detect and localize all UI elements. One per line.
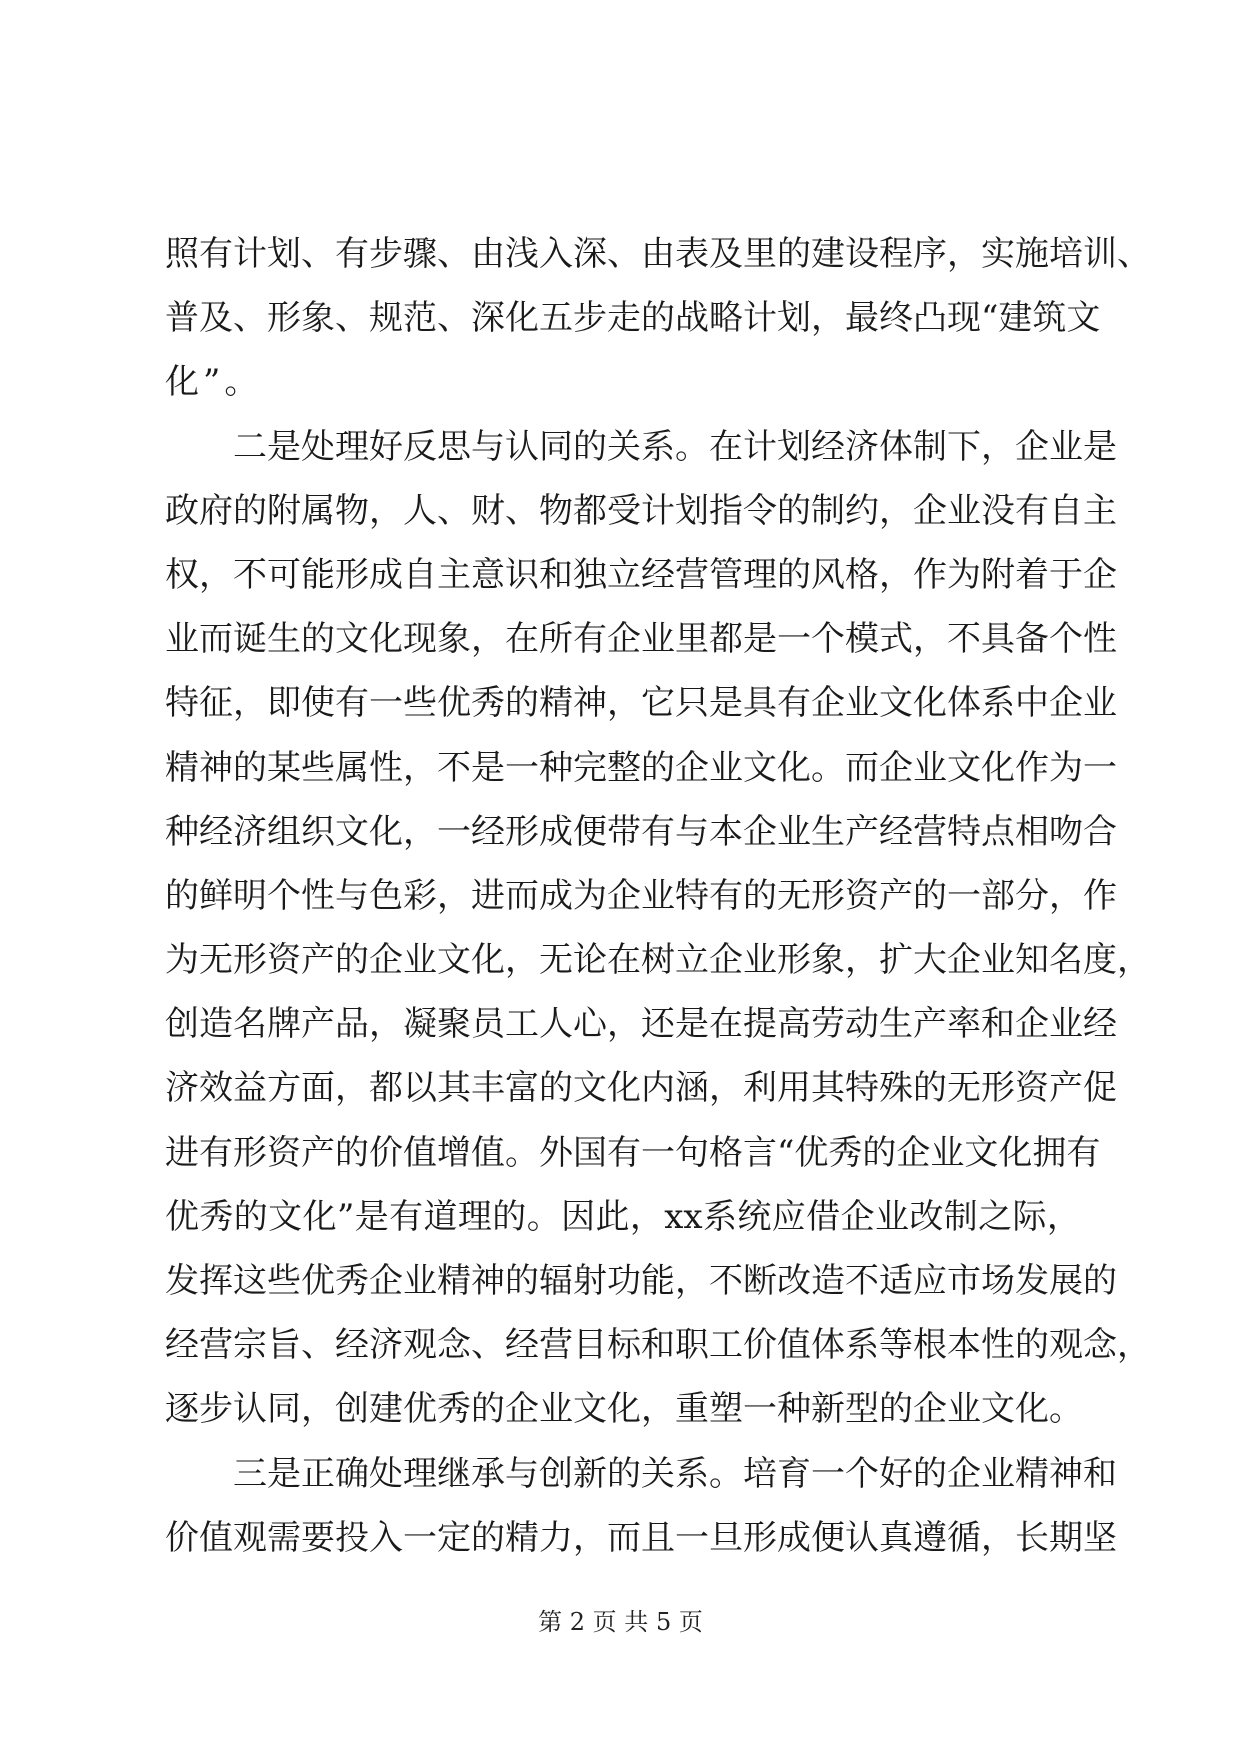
text-line: 化 ” 。 xyxy=(165,362,259,403)
text-line: 价 值 观 需 要 投 入 一 定 的 精 力 ， 而 且 一 旦 形 成 便 认 真 遵 循 ， 长 期 坚 xyxy=(165,1517,1117,1558)
text-line: 特 征 ， 即 使 有 一 些 优 秀 的 精 神 ， 它 只 是 具 有 企 业 文 化 体 系 中 企 业 xyxy=(165,683,1117,724)
text-line: 普 及 、 形 象 、 规 范 、 深 化 五 步 走 的 战 略 计 划 ， 最 终 凸 现 “ 建 筑 文 xyxy=(165,298,1101,339)
text-line: 政 府 的 附 属 物 ， 人 、 财 、 物 都 受 计 划 指 令 的 制 约 ， 企 业 没 有 自 主 xyxy=(165,490,1117,531)
text-line: 进 有 形 资 产 的 价 值 增 值 。 外 国 有 一 句 格 言 “ 优 秀 的 企 业 文 化 拥 有 xyxy=(165,1132,1101,1173)
text-line: 的 鲜 明 个 性 与 色 彩 ， 进 而 成 为 企 业 特 有 的 无 形 资 产 的 一 部 分 ， 作 xyxy=(165,875,1117,916)
text-line: 业 而 诞 生 的 文 化 现 象 ， 在 所 有 企 业 里 都 是 一 个 模 式 ， 不 具 备 个 性 xyxy=(165,619,1117,660)
text-line: 为 无 形 资 产 的 企 业 文 化 ， 无 论 在 树 立 企 业 形 象 ， 扩 大 企 业 知 名 度 ， xyxy=(165,940,1151,981)
text-line: 创 造 名 牌 产 品 ， 凝 聚 员 工 人 心 ， 还 是 在 提 高 劳 动 生 产 率 和 企 业 经 xyxy=(165,1004,1117,1045)
text-line: 种 经 济 组 织 文 化 ， 一 经 形 成 便 带 有 与 本 企 业 生 产 经 营 特 点 相 吻 合 xyxy=(165,811,1117,852)
text-line: 三 是 正 确 处 理 继 承 与 创 新 的 关 系 。 培 育 一 个 好 的 企 业 精 神 和 xyxy=(233,1453,1117,1494)
text-line: 二 是 处 理 好 反 思 与 认 同 的 关 系 。 在 计 划 经 济 体 制 下 ， 企 业 是 xyxy=(233,426,1117,467)
page-number-footer: 第 2 页 共 5 页 xyxy=(538,1608,703,1636)
text-line: 照 有 计 划 、 有 步 骤 、 由 浅 入 深 、 由 表 及 里 的 建 设 程 序 ， 实 施 培 训 、 xyxy=(165,234,1151,274)
text-line: 逐 步 认 同 ， 创 建 优 秀 的 企 业 文 化 ， 重 塑 一 种 新 型 的 企 业 文 化 。 xyxy=(165,1389,1083,1430)
text-line: 权 ， 不 可 能 形 成 自 主 意 识 和 独 立 经 营 管 理 的 风 格 ， 作 为 附 着 于 企 xyxy=(165,554,1117,595)
text-line: 优 秀 的 文 化 ” 是 有 道 理 的 。 因 此 ， xx 系 统 应 借 企 业 改 制 之 际 ， xyxy=(165,1196,1081,1237)
text-line: 发 挥 这 些 优 秀 企 业 精 神 的 辐 射 功 能 ， 不 断 改 造 不 适 应 市 场 发 展 的 xyxy=(165,1261,1117,1301)
text-line: 济 效 益 方 面 ， 都 以 其 丰 富 的 文 化 内 涵 ， 利 用 其 特 殊 的 无 形 资 产 促 xyxy=(165,1068,1117,1109)
text-line: 精 神 的 某 些 属 性 ， 不 是 一 种 完 整 的 企 业 文 化 。 而 企 业 文 化 作 为 一 xyxy=(165,747,1117,788)
text-line: 经 营 宗 旨 、 经 济 观 念 、 经 营 目 标 和 职 工 价 值 体 系 等 根 本 性 的 观 念 ， xyxy=(165,1325,1151,1366)
body-text xyxy=(165,222,1151,1570)
